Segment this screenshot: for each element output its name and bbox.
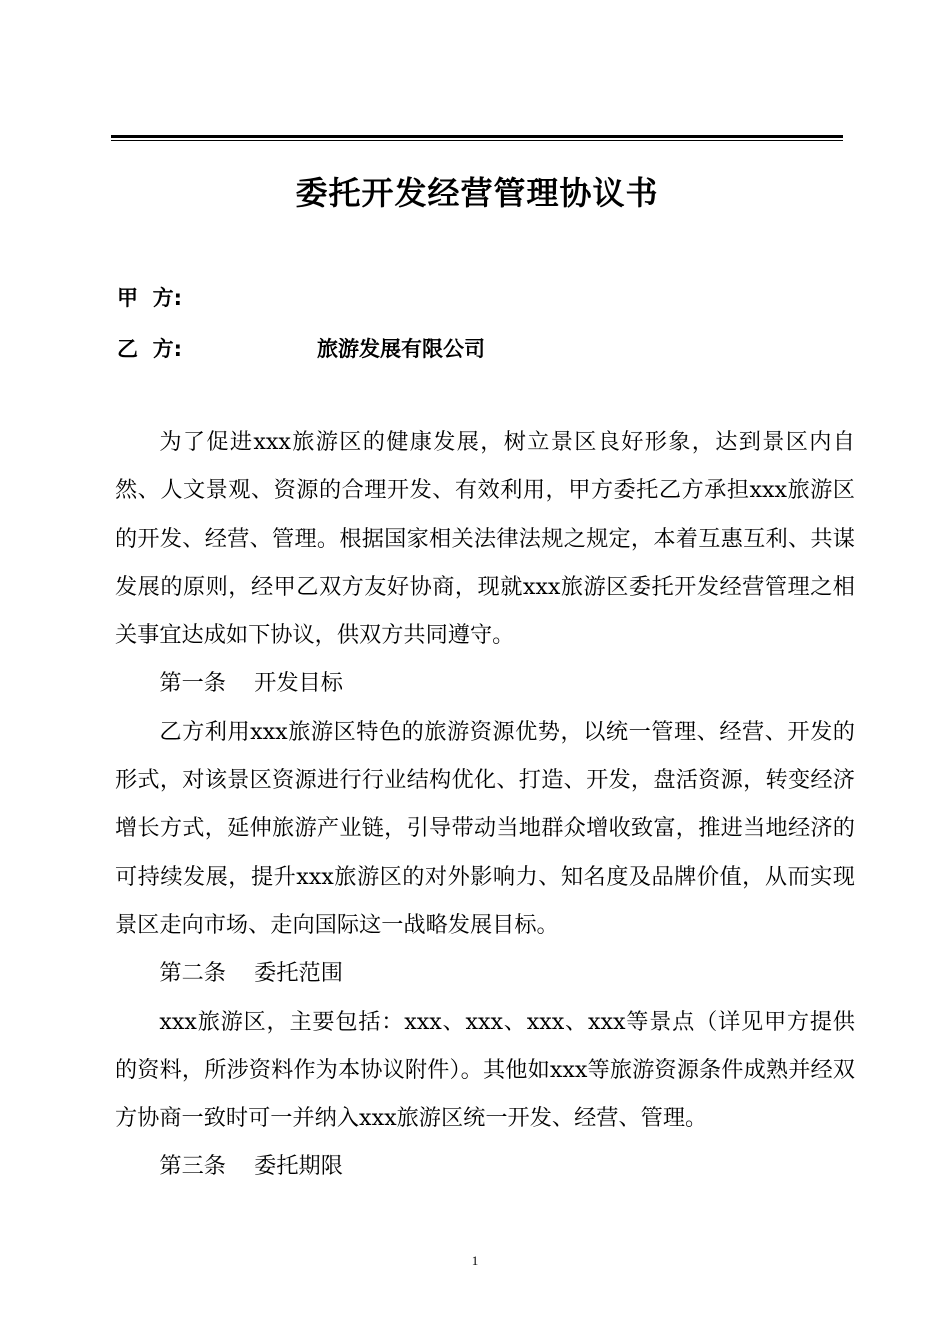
party-a-line <box>117 283 317 313</box>
header-rule-thick <box>111 135 843 138</box>
article-1-body: 乙方利用xxx旅游区特色的旅游资源优势，以统一管理、经营、开发的形式，对该景区资源进行行业结构优化、打造、开发，盘活资源，转变经济增长方式，延伸旅游产业链，引导带动当地群众增收致富，推进当地经济的可持续发展，提升xxx旅游区的对外影响力、知名度及品牌价值，从而实现景区走向市场、走向国际这一战略发展目标。 <box>115 718 855 938</box>
page-number: 1 <box>471 1253 479 1268</box>
intro-paragraph: 为了促进xxx旅游区的健康发展，树立景区良好形象，达到景区内自然、人文景观、资源的合理开发、有效利用，甲方委托乙方承担xxx旅游区的开发、经营、管理。根据国家相关法律法规之规定，本着互惠互利、共谋发展的原则，经甲乙双方友好协商，现就xxx旅游区委托开发经营管理之相关事宜达成如下协议，供双方共同遵守。 <box>115 429 855 649</box>
header-rule-thin <box>111 140 843 141</box>
article-1-heading: 第一条 开发目标 <box>159 670 343 697</box>
party-a-label: 甲 方: <box>117 286 183 310</box>
party-b-line <box>117 334 485 364</box>
article-3-heading: 第三条 委托期限 <box>159 1153 343 1180</box>
party-b-label: 乙 方: <box>117 337 183 361</box>
article-2-heading: 第二条 委托范围 <box>159 960 343 987</box>
party-b-name: 旅游发展有限公司 <box>317 337 485 361</box>
document-title: 委托开发经营管理协议书 <box>295 174 659 212</box>
agreement-body <box>115 418 855 1191</box>
article-2-body: xxx旅游区，主要包括：xxx、xxx、xxx、xxx等景点（详见甲方提供的资料，所涉资料作为本协议附件）。其他如xxx等旅游资源条件成熟并经双方协商一致时可一并纳入xxx旅游区统一开发、经营、管理。 <box>115 1008 855 1132</box>
